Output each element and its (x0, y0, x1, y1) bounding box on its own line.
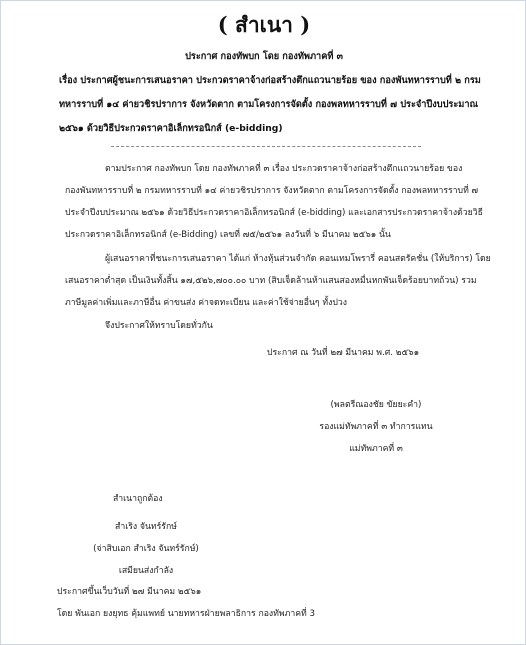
body-p1-line-3: ประจำปีงบประมาณ ๒๕๖๑ ด้วยวิธีประกวดราคาอิเล็กทรอนิกส์ (e-bidding) และเอกสารประกวดราคาจ้างด้วยวิธี (65, 208, 483, 218)
body-p2-line-2: เสนอราคาต่ำสุด เป็นเงินทั้งสิ้น ๑๗,๕๒๖,๗๐๐.๐๐ บาท (สิบเจ็ดล้านห้าแสนสองหมื่นหกพันเจ็ดร้อยบาทถ้วน) รวม (65, 276, 477, 286)
certification-label: สำเนาถูกต้อง (113, 494, 163, 504)
body-p1-line-4: ประกวดราคาอิเล็กทรอนิกส์ (e-Bidding) เลขที่ ๗๕/๒๕๖๑ ลงวันที่ ๖ มีนาคม ๒๕๖๑ นั้น (65, 230, 391, 240)
separator-line (111, 146, 421, 147)
certification-role: เสมียนส่งกำลัง (118, 566, 174, 576)
body-p3: จึงประกาศให้ทราบโดยทั่วกัน (105, 321, 213, 331)
posting-line-2: โดย พันเอก ยงยุทธ คุ้มแพทย์ นายทหารฝ่ายพลาธิการ กองทัพภาคที่ 3 (57, 609, 316, 619)
body-p1-line-1: ตามประกาศ กองทัพบก โดย กองทัพภาคที่ ๓ เรื่อง ประกวดราคาจ้างก่อสร้างตึกแถวนายร้อย ของ (105, 164, 463, 174)
signatory-position-1: รองแม่ทัพภาคที่ ๓ ทำการแทน (319, 422, 433, 432)
signatory-position-2: แม่ทัพภาคที่ ๓ (349, 444, 403, 454)
date-line: ประกาศ ณ วันที่ ๒๗ มีนาคม พ.ศ. ๒๕๖๑ (267, 348, 420, 358)
copy-mark: ( สำเนา ) (217, 12, 311, 37)
announcement-title: ประกาศ กองทัพบก โดย กองทัพภาคที่ ๓ (185, 51, 343, 62)
certification-full-name: (จ่าสิบเอก สำเริง จันทร์รักษ์) (93, 544, 199, 554)
body-p2-line-1: ผู้เสนอราคาที่ชนะการเสนอราคา ได้แก่ ห้างหุ้นส่วนจำกัด คอนเทมโพรารี่ คอนสตรัคชั่น (ให้บริการ) โดย (105, 254, 491, 264)
subject-line-2: ทหารราบที่ ๑๔ ค่ายวชิรปราการ จังหวัดตาก ตามโครงการจัดตั้ง กองพลทหารราบที่ ๗ ประจำปีงบประมาณ (59, 99, 479, 110)
signatory-name: (พลตรีณองชัย ขัยยะคำ) (330, 400, 422, 410)
posting-line-1: ประกาศขึ้นเว็บวันที่ ๒๗ มีนาคม ๒๕๖๑ (57, 587, 202, 597)
subject-line-1: เรื่อง ประกาศผู้ชนะการเสนอราคา ประกวดราคาจ้างก่อสร้างตึกแถวนายร้อย ของ กองพันทหารราบที่ ๒ กรม (59, 75, 481, 86)
body-p1-line-2: กองพันทหารราบที่ ๒ กรมทหารราบที่ ๑๔ ค่ายวชิรปราการ จังหวัดตาก ตามโครงการจัดตั้ง กองพลทหารราบที่ ๗ (65, 186, 479, 196)
subject-line-3: ๒๕๖๑ ด้วยวิธีประกวดราคาอิเล็กทรอนิกส์ (e-bidding) (59, 123, 283, 134)
body-p2-line-3: ภาษีมูลค่าเพิ่มและภาษีอื่น ค่าขนส่ง ค่าจดทะเบียน และค่าใช้จ่ายอื่นๆ ทั้งปวง (65, 298, 347, 308)
certification-signature-name: สำเริง จันทร์รักษ์ (115, 522, 177, 532)
